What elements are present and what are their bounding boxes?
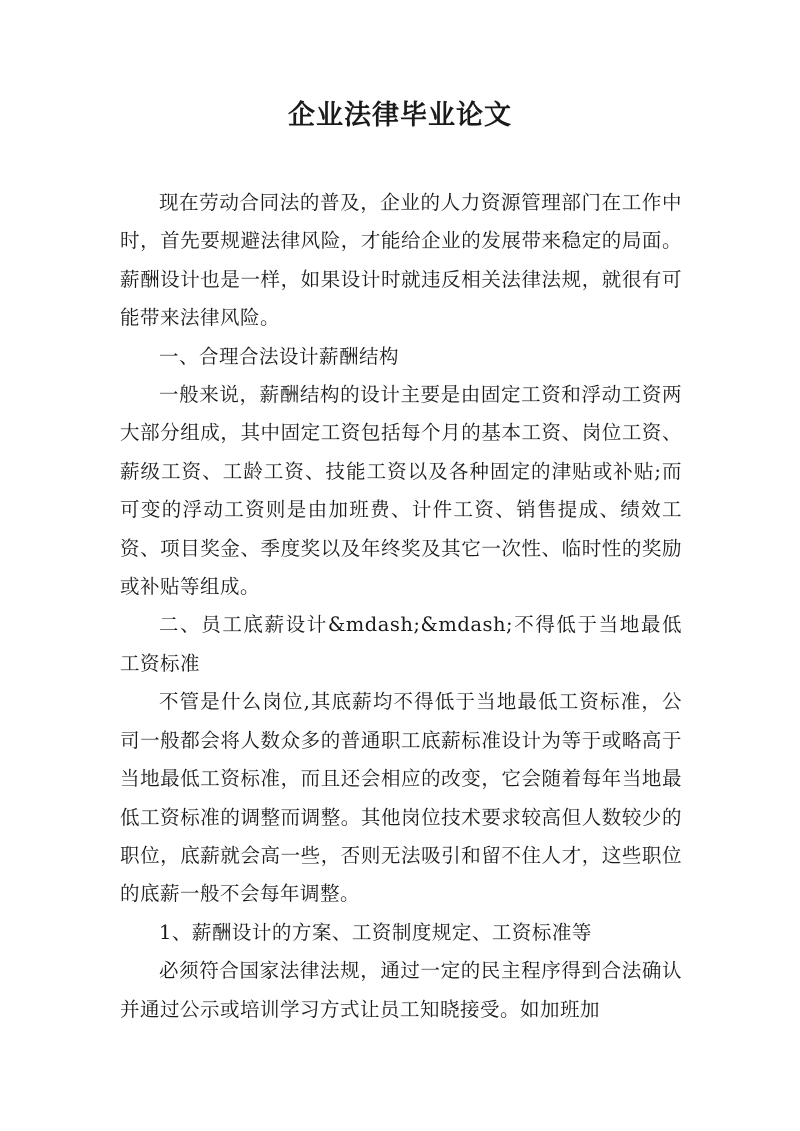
- paragraph-salary-structure: 一般来说，薪酬结构的设计主要是由固定工资和浮动工资两大部分组成，其中固定工资包括每个月的基本工资、岗位工资、薪级工资、工龄工资、技能工资以及各种固定的津贴或补贴;而可变的浮动工资则是由加班费、计件工资、销售提成、绩效工资、项目奖金、季度奖以及年终奖及其它一次性、临时性的奖励或补贴等组成。: [120, 383, 682, 599]
- paragraph-base-salary: 不管是什么岗位,其底薪均不得低于当地最低工资标准，公司一般都会将人数众多的普通职工底薪标准设计为等于或略高于当地最低工资标准，而且还会相应的改变，它会随着每年当地最低工资标准的调整而调整。其他岗位技术要求较高但人数较少的职位，底薪就会高一些，否则无法吸引和留不住人才，这些职位的底薪一般不会每年调整。: [120, 690, 682, 906]
- section-heading-1: 一、合理合法设计薪酬结构: [159, 344, 400, 368]
- document-title: 企业法律毕业论文: [288, 100, 512, 131]
- subsection-heading-1: 1、薪酬设计的方案、工资制度规定、工资标准等: [159, 920, 592, 944]
- section-heading-2: 二、员工底薪设计&mdash;&mdash;不得低于当地最低工资标准: [120, 613, 682, 675]
- document-body: [120, 184, 682, 1029]
- paragraph-intro: 现在劳动合同法的普及，企业的人力资源管理部门在工作中时，首先要规避法律风险，才能给企业的发展带来稳定的局面。薪酬设计也是一样，如果设计时就违反相关法律法规，就很有可能带来法律风险。: [120, 191, 682, 330]
- paragraph-compliance: 必须符合国家法律法规，通过一定的民主程序得到合法确认并通过公示或培训学习方式让员工知晓接受。如加班加: [120, 959, 682, 1021]
